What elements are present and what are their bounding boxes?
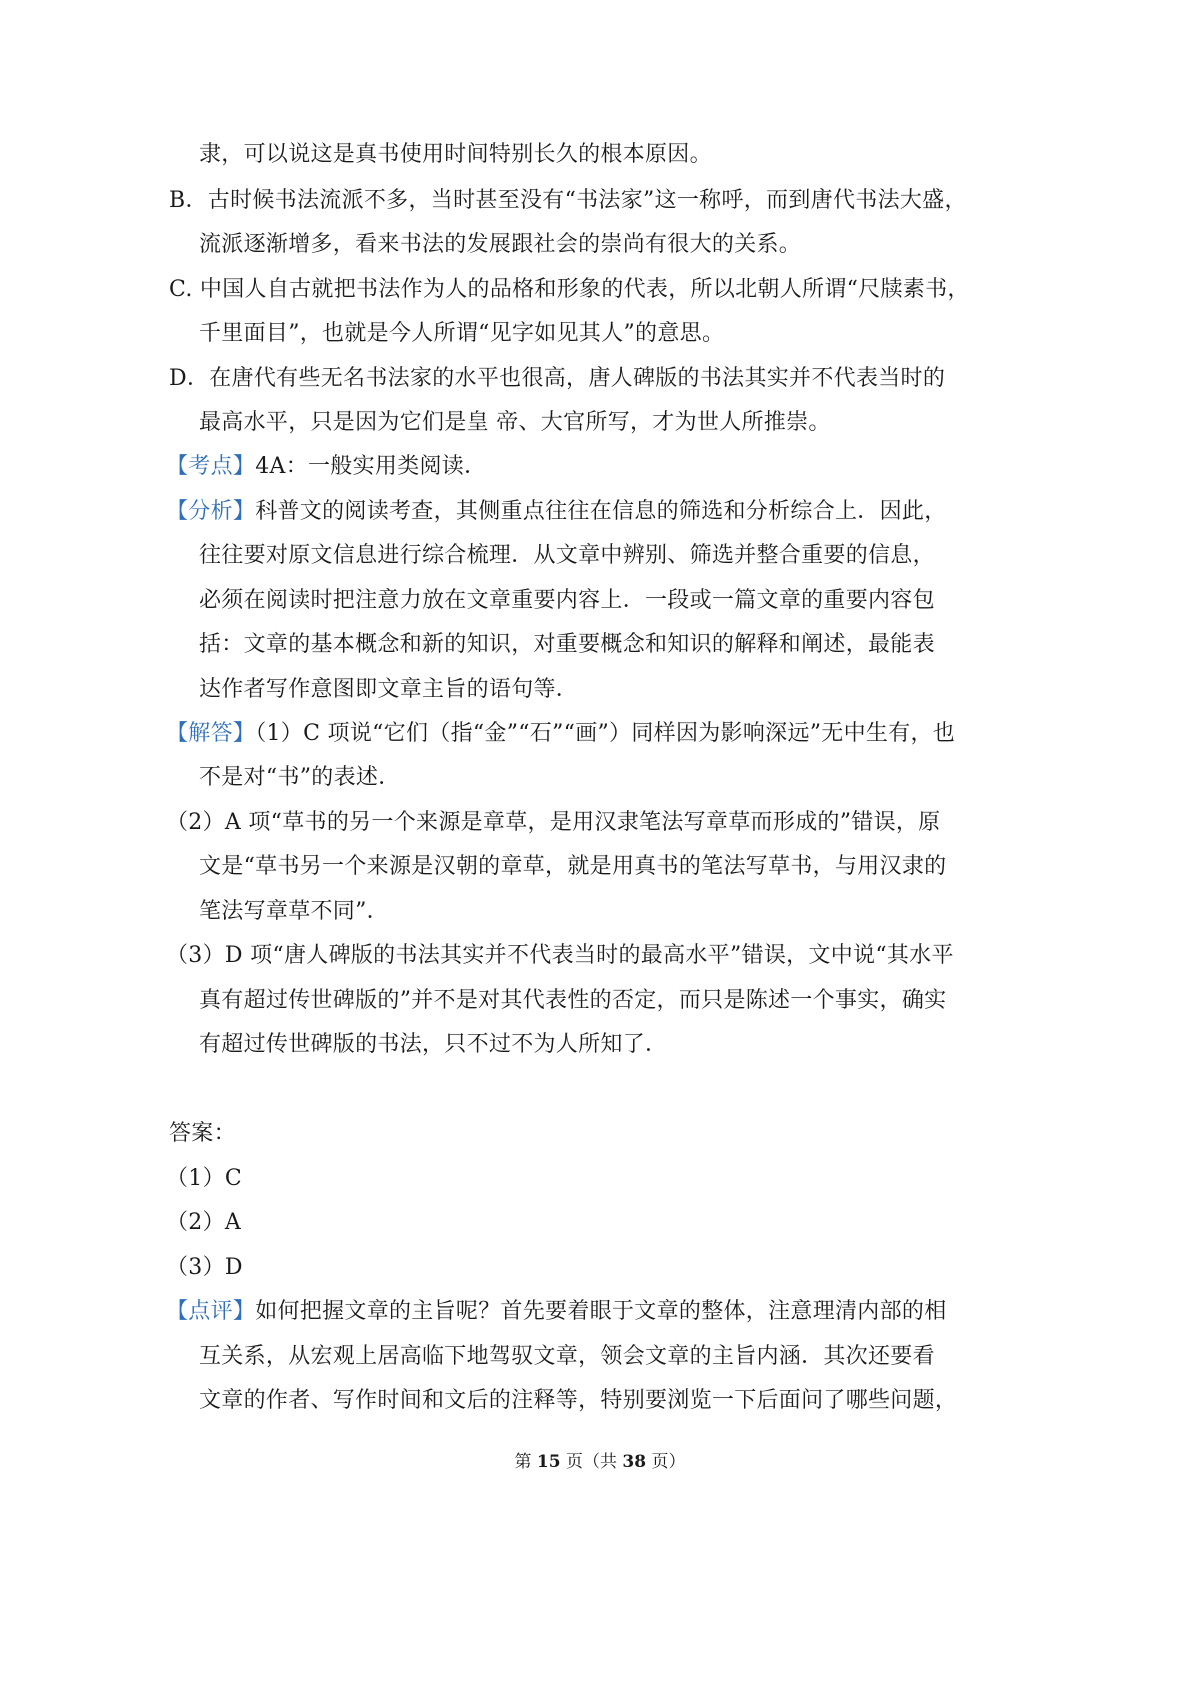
text-line: 真有超过传世碑版的”并不是对其代表性的否定，而只是陈述一个事实，确实 <box>199 988 947 1013</box>
fenxi-line <box>166 497 947 527</box>
fenxi-text: 科普文的阅读考查，其侧重点往往在信息的筛选和分析综合上．因此， <box>255 499 947 524</box>
option-d-line: D．在唐代有些无名书法家的水平也很高，唐人碑版的书法其实并不代表当时的 <box>169 366 946 391</box>
text-line: 笔法写章草不同”． <box>199 899 389 924</box>
answer-1: （1）C <box>166 1166 243 1191</box>
fenxi-label: 【分析】 <box>166 499 256 524</box>
text-line: 流派逐渐增多，看来书法的发展跟社会的崇尚有很大的关系。 <box>199 232 802 257</box>
option-c-line: C. 中国人自古就把书法作为人的品格和形象的代表，所以北朝人所谓“尺牍素书， <box>169 277 970 302</box>
text-line: 文是“草书另一个来源是汉朝的章草，就是用真书的笔法写草书，与用汉隶的 <box>199 854 947 879</box>
kaodian-line <box>166 452 486 482</box>
page-footer <box>0 1450 1200 1474</box>
option-b-line: B．古时候书法流派不多，当时甚至没有“书法家”这一称呼，而到唐代书法大盛， <box>169 188 967 213</box>
text-line: 不是对“书”的表述． <box>199 765 401 790</box>
footer-suffix: 页） <box>646 1452 686 1472</box>
text-line: 有超过传世碑版的书法，只不过不为人所知了． <box>199 1032 668 1057</box>
jieda-line <box>166 719 955 749</box>
text-line: 往往要对原文信息进行综合梳理．从文章中辨别、筛选并整合重要的信息， <box>199 543 935 568</box>
text-line: 达作者写作意图即文章主旨的语句等． <box>199 677 579 702</box>
footer-total-pages: 38 <box>622 1452 647 1472</box>
text-line: 千里面目”，也就是今人所谓“见字如见其人”的意思。 <box>199 321 725 346</box>
jieda-text: （1）C 项说“它们（指“金”“石”“画”）同样因为影响深远”无中生有，也 <box>255 721 956 746</box>
answer-item-2-line: （2）A 项“草书的另一个来源是章草，是用汉隶笔法写章草而形成的”错误，原 <box>166 810 941 835</box>
answer-3: （3）D <box>166 1255 243 1280</box>
dianping-label: 【点评】 <box>166 1299 256 1324</box>
answer-2: （2）A <box>166 1210 242 1235</box>
footer-prefix: 第 <box>514 1452 537 1472</box>
answer-heading: 答案： <box>169 1121 236 1146</box>
text-line: 必须在阅读时把注意力放在文章重要内容上．一段或一篇文章的重要内容包 <box>199 588 935 613</box>
text-line: 文章的作者、写作时间和文后的注释等，特别要浏览一下后面问了哪些问题， <box>199 1388 958 1413</box>
text-line: 隶，可以说这是真书使用时间特别长久的根本原因。 <box>199 142 712 167</box>
text-line: 互关系，从宏观上居高临下地驾驭文章，领会文章的主旨内涵．其次还要看 <box>199 1344 935 1369</box>
answer-item-3-line: （3）D 项“唐人碑版的书法其实并不代表当时的最高水平”错误，文中说“其水平 <box>166 943 954 968</box>
jieda-label: 【解答】 <box>166 721 256 746</box>
text-line: 最高水平，只是因为它们是皇 帝、大官所写，才为世人所推崇。 <box>199 410 831 435</box>
footer-middle: 页（共 <box>560 1452 623 1472</box>
text-line: 括：文章的基本概念和新的知识，对重要概念和知识的解释和阐述，最能表 <box>199 632 935 657</box>
dianping-line <box>166 1297 947 1327</box>
kaodian-text: 4A：一般实用类阅读． <box>255 454 487 479</box>
footer-page-number: 15 <box>536 1452 561 1472</box>
dianping-text: 如何把握文章的主旨呢？首先要着眼于文章的整体，注意理清内部的相 <box>255 1299 947 1324</box>
kaodian-label: 【考点】 <box>166 454 256 479</box>
